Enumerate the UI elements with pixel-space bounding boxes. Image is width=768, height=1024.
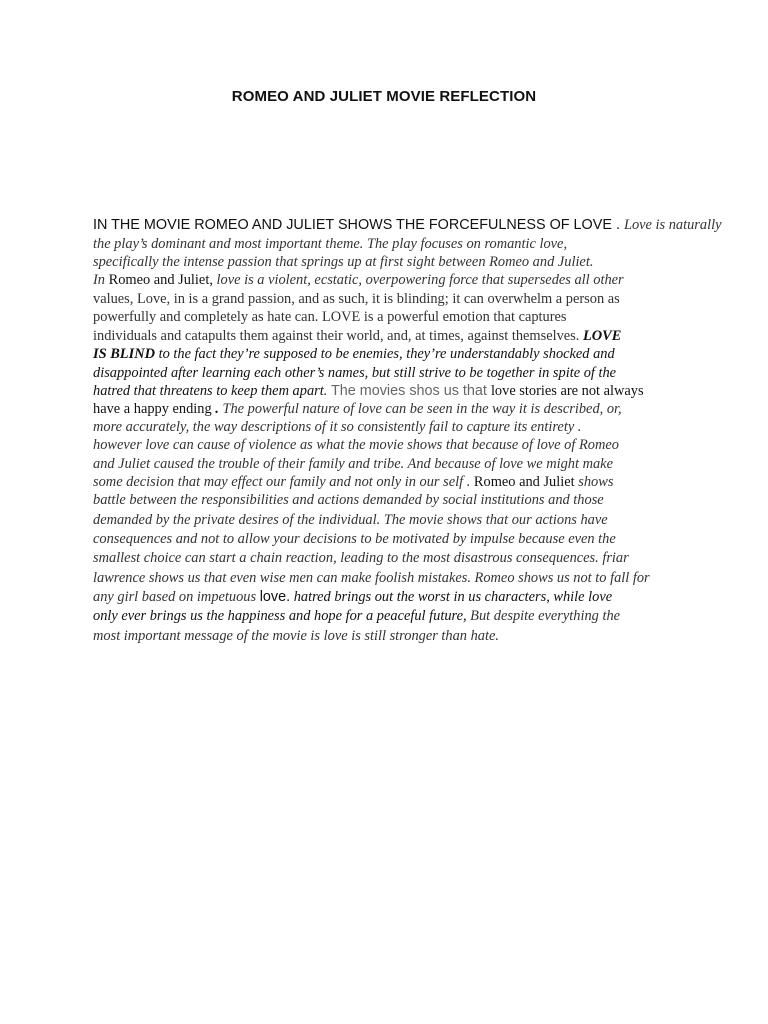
body-line [93, 511, 608, 529]
text-run: hatred brings out the worst in us characters, while love [290, 589, 613, 605]
body-line [93, 455, 613, 473]
text-run: . [323, 383, 331, 399]
text-run: consequences and not to allow your decisions to be motivated by impulse because even the [93, 531, 616, 547]
text-run: to the fact they’re supposed to be enemies, they’re understandably shocked and [154, 346, 615, 362]
text-run: however love can cause of violence as what the movie shows that because of love of Romeo [93, 437, 619, 453]
body-line [93, 364, 616, 382]
text-run: IS BLIND [93, 346, 155, 362]
body-line [93, 588, 612, 606]
body-line [93, 308, 567, 326]
body-line [93, 400, 622, 418]
text-run: any girl based on impetuous [93, 589, 260, 605]
body-line [93, 235, 567, 253]
body-line [93, 627, 499, 645]
text-run: But despite everything the [466, 608, 621, 624]
text-run: IN THE MOVIE ROMEO AND JULIET SHOWS THE FORCEFULNESS OF LOVE . [93, 217, 624, 233]
text-run: only ever brings us the happiness and hope for a peaceful future, [93, 608, 467, 624]
text-run: In [93, 272, 109, 288]
body-line [93, 382, 644, 400]
text-run: individuals and catapults them against their world, and, at times, against themselves. [93, 328, 583, 344]
text-run: love is a violent, ecstatic, overpowering force that supersedes all other [212, 272, 624, 288]
text-run: Love is naturally [623, 217, 722, 233]
body-line [93, 216, 721, 234]
text-run: shows [574, 474, 614, 490]
body-line [93, 271, 624, 289]
text-run: the play’s dominant and most important theme. The play focuses on romantic love, [93, 236, 568, 252]
body-line [93, 418, 581, 436]
body-line [93, 290, 620, 308]
body-line [93, 327, 621, 345]
body-line [93, 473, 613, 491]
body-line [93, 549, 629, 567]
text-run: demanded by the private desires of the individual. The movie shows that our actions have [93, 512, 608, 528]
text-run: values, Love, in is a grand passion, and as such, it is blinding; it can overwhelm a person as [93, 291, 620, 307]
text-run: . [211, 401, 223, 417]
text-run: love. [259, 589, 291, 605]
text-run: specifically the intense passion that springs up at first sight between Romeo and Juliet. [93, 254, 594, 270]
text-run: powerfully and completely as hate can. LOVE is a powerful emotion that captures [93, 309, 567, 325]
text-run: lawrence shows us that even wise men can make foolish mistakes. Romeo shows us not to fall for [93, 570, 650, 586]
body-line [93, 491, 604, 509]
text-run: some decision that may effect our family and not only in our self . [93, 474, 474, 490]
text-run: love stories are not always [490, 383, 644, 399]
text-run: hatred that threatens to keep them apart [93, 383, 324, 399]
text-run: have a happy ending [93, 401, 212, 417]
body-line [93, 345, 615, 363]
text-run: The movies shos us that [330, 383, 491, 399]
body-line [93, 569, 650, 587]
text-run: Romeo and Juliet, [108, 272, 213, 288]
text-run: Romeo and Juliet [473, 474, 575, 490]
body-line [93, 436, 619, 454]
page-title: ROMEO AND JULIET MOVIE REFLECTION [231, 88, 537, 105]
text-run: and Juliet caused the trouble of their family and tribe. And because of love we might make [93, 456, 613, 472]
text-run: smallest choice can start a chain reaction, leading to the most disastrous consequences. friar [93, 550, 629, 566]
text-run: The powerful nature of love can be seen in the way it is described, or, [222, 401, 622, 417]
text-run: more accurately, the way descriptions of it so consistently fail to capture its entirety . [93, 419, 582, 435]
text-run: most important message of the movie is love is still stronger than hate. [93, 628, 499, 644]
body-line [93, 253, 593, 271]
text-run: LOVE [582, 328, 622, 344]
body-line [93, 530, 616, 548]
text-run: battle between the responsibilities and actions demanded by social institutions and those [93, 492, 604, 508]
text-run: disappointed after learning each other’s names, but still strive to be together in spite of the [93, 365, 617, 381]
body-line [93, 607, 620, 625]
